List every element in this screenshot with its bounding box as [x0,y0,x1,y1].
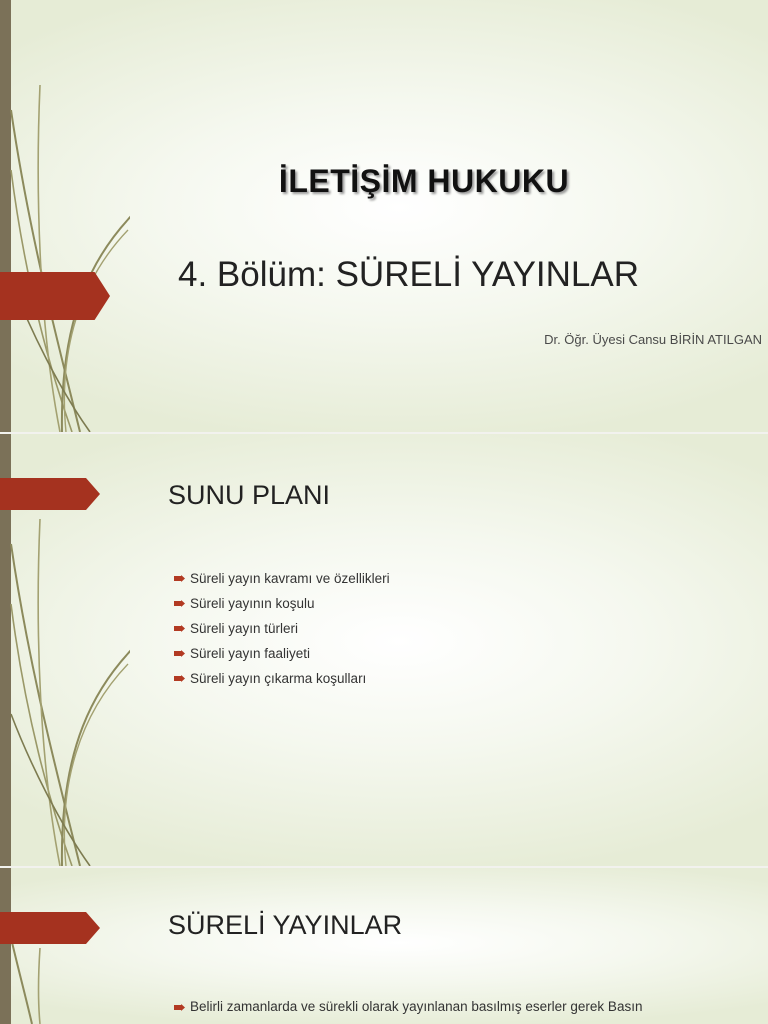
list-item [174,666,390,691]
list-item-label: Belirli zamanlarda ve sürekli olarak yayınlanan basılmış eserler gerek Basın [190,999,643,1014]
list-item-label: Süreli yayın kavramı ve özellikleri [190,571,390,586]
section-title: SÜRELİ YAYINLAR [168,910,403,940]
arrow-banner-icon [0,272,110,320]
title-slide [0,0,768,432]
list-item [174,641,390,666]
arrow-bullet-icon [174,575,185,582]
list-item-label: Süreli yayın faaliyeti [190,646,311,661]
list-item-label: Süreli yayın türleri [190,621,299,636]
arrow-bullet-icon [174,1004,185,1011]
list-item [174,591,390,616]
presentation-title: İLETİŞİM HUKUKU [278,163,570,199]
arrow-banner-icon [0,912,100,944]
grass-swoosh-icon [0,0,130,432]
list-item [174,566,390,591]
slide-divider [0,866,768,868]
list-item-label: Süreli yayının koşulu [190,596,315,611]
agenda-list [174,566,390,691]
arrow-banner-icon [0,478,100,510]
agenda-slide [0,434,768,866]
content-slide [0,868,768,1024]
arrow-bullet-icon [174,625,185,632]
arrow-bullet-icon [174,675,185,682]
grass-swoosh-icon [0,868,130,1024]
arrow-bullet-icon [174,650,185,657]
agenda-title: SUNU PLANI [168,480,331,510]
author-line: Dr. Öğr. Üyesi Cansu BİRİN ATILGAN [544,332,762,347]
list-item [174,999,642,1014]
list-item [174,616,390,641]
list-item-label: Süreli yayın çıkarma koşulları [190,671,367,686]
presentation-subtitle: 4. Bölüm: SÜRELİ YAYINLAR [178,255,640,294]
slide-divider [0,432,768,434]
arrow-bullet-icon [174,600,185,607]
